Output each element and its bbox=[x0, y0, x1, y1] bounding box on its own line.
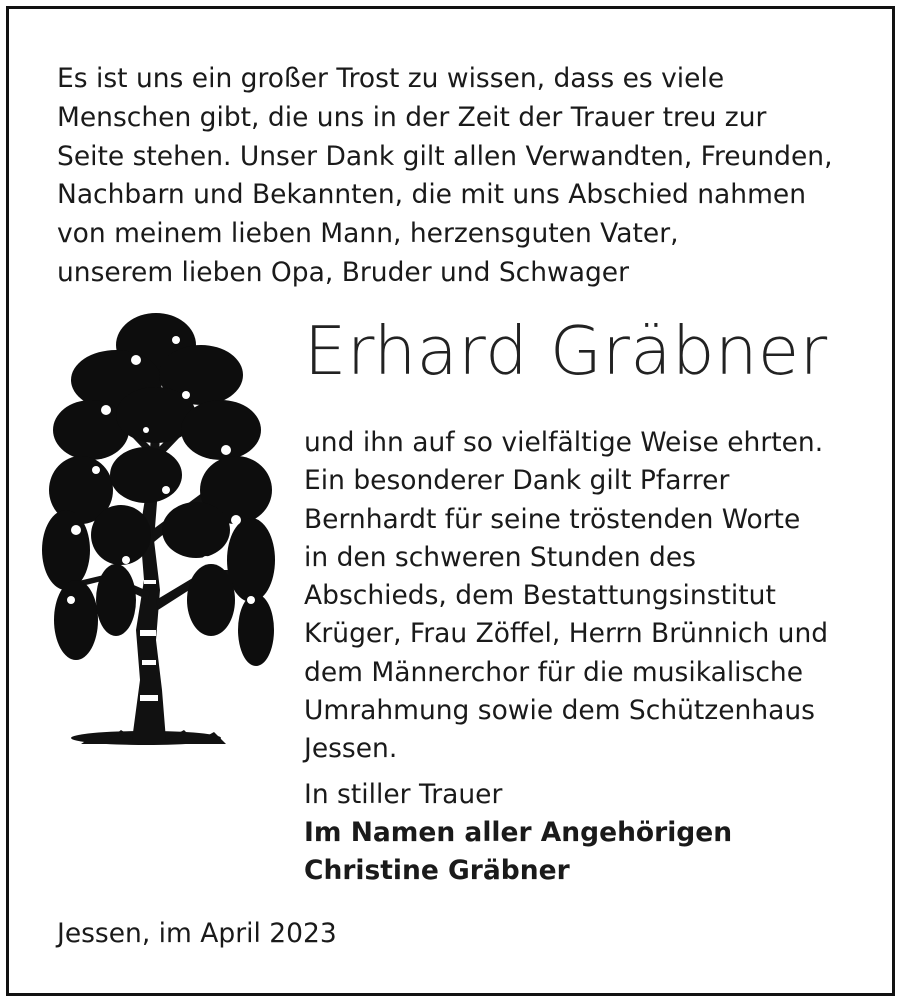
signature-block bbox=[304, 776, 732, 890]
body-line: dem Männerchor für die musikalische bbox=[304, 656, 804, 688]
intro-line: unserem lieben Opa, Bruder und Schwager bbox=[57, 256, 629, 288]
body-line: Umrahmung sowie dem Schützenhaus bbox=[304, 695, 815, 727]
body-line: und ihn auf so vielfältige Weise ehrten. bbox=[304, 427, 824, 458]
intro-line: von meinem lieben Mann, herzensguten Vater, bbox=[57, 218, 679, 250]
intro-paragraph bbox=[57, 60, 833, 293]
body-line: Abschieds, dem Bestattungsinstitut bbox=[304, 580, 776, 612]
body-line: Bernhardt für seine tröstenden Worte bbox=[304, 503, 801, 535]
signature-intro: In stiller Trauer bbox=[304, 779, 503, 810]
signature-family: Im Namen aller Angehörigen bbox=[304, 817, 733, 848]
body-line: Jessen. bbox=[304, 733, 398, 765]
place-date: Jessen, im April 2023 bbox=[57, 918, 337, 949]
intro-line: Seite stehen. Unser Dank gilt allen Verwandten, Freunden, bbox=[57, 140, 833, 172]
body-line: Krüger, Frau Zöffel, Herrn Brünnich und bbox=[304, 618, 829, 650]
intro-line: Nachbarn und Bekannten, die mit uns Abschied nahmen bbox=[57, 179, 807, 211]
body-line: Ein besonderer Dank gilt Pfarrer bbox=[304, 465, 730, 497]
thanks-paragraph bbox=[304, 424, 828, 769]
birch-tree-icon bbox=[36, 300, 280, 756]
body-line: in den schweren Stunden des bbox=[304, 541, 696, 573]
intro-line: Menschen gibt, die uns in der Zeit der Trauer treu zur bbox=[57, 101, 767, 133]
deceased-name: Erhard Gräbner bbox=[304, 312, 828, 390]
intro-line: Es ist uns ein großer Trost zu wissen, dass es viele bbox=[57, 63, 725, 94]
signature-name: Christine Gräbner bbox=[304, 855, 570, 886]
